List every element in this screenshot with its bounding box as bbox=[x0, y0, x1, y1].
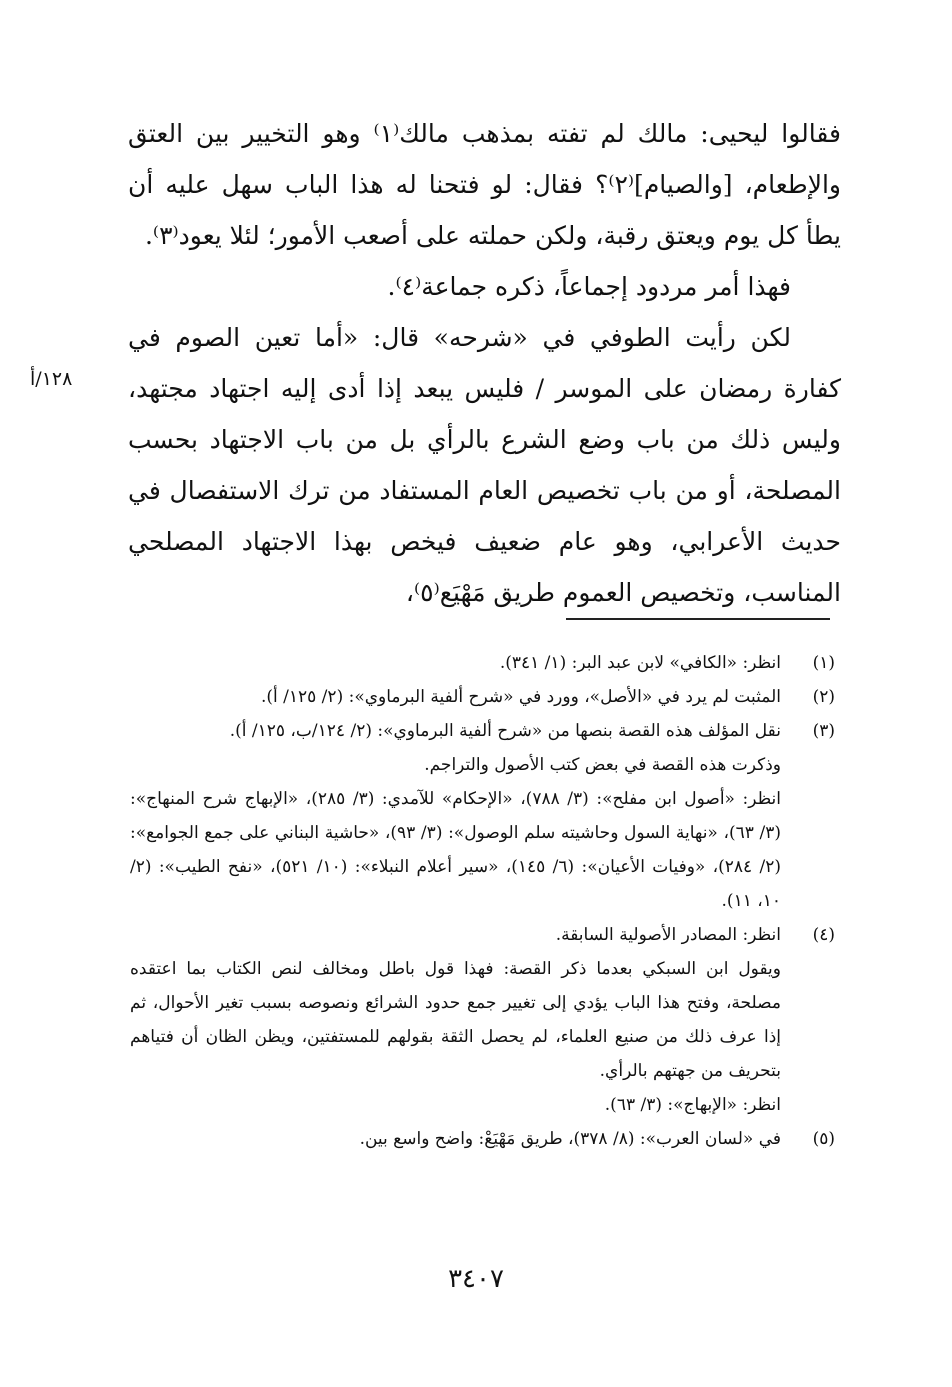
footnote-text: نقل المؤلف هذه القصة بنصها من «شرح ألفية البرماوي»: (٢/ ١٢٤/ب، ١٢٥/ أ). bbox=[229, 721, 781, 741]
footnote-text: انظر: «الكافي» لابن عبد البر: (١/ ٣٤١). bbox=[499, 653, 781, 673]
footnote-number: (٣) bbox=[812, 721, 835, 741]
footnote-text: وذكرت هذه القصة في بعض كتب الأصول والتراجم. bbox=[424, 755, 781, 775]
footnote-number: (٤) bbox=[812, 925, 835, 945]
paragraph-3: لكن رأيت الطوفي في «شرحه» قال: «أما تعين الصوم في كفارة رمضان على الموسر / فليس يبعد إذا أدى إليه اجتهاد مجتهد، وليس ذلك من باب وضع الشرع بالرأي بل من باب الاجتهاد بحسب المصلحة، أو من باب تخصيص العام المستفاد من ترك الاستفصال في حديث الأعرابي، وهو عام ضعيف فيخص بهذا الاجتهاد المصلحي المناسب، وتخصيص العموم طريق مَهْيَع⁽٥⁾، bbox=[128, 323, 841, 607]
footnote-1 bbox=[130, 646, 835, 680]
footnote-text: ويقول ابن السبكي بعدما ذكر القصة: فهذا قول باطل ومخالف لنص الكتاب بما اعتقده مصلحة، وفتح هذا الباب يؤدي إلى تغيير جمع حدود الشرائع ونصوصه بسبب تغير الأحوال، ثم إذا عرف ذلك من صنيع العلماء، لم يحصل الثقة بقولهم للمستفتين، ويظن الظان أن فتياهم بتحريف من جهتهم بالرأي. bbox=[130, 959, 781, 1081]
footnote-separator bbox=[566, 618, 830, 620]
footnote-number: (١) bbox=[812, 653, 835, 673]
paragraph-2: فهذا أمر مردود إجماعاً، ذكره جماعة⁽٤⁾. bbox=[387, 272, 791, 301]
footnote-number: (٥) bbox=[812, 1129, 835, 1149]
footnotes bbox=[130, 646, 835, 1156]
paragraph-1: فقالوا ليحيى: مالك لم تفته بمذهب مالك⁽١⁾ وهو التخيير بين العتق والإطعام، [والصيام]⁽٢⁾؟ فقال: لو فتحنا له هذا الباب سهل عليه أن يطأ كل يوم ويعتق رقبة، ولكن حملته على أصعب الأمور؛ لئلا يعود⁽٣⁾. bbox=[128, 119, 841, 250]
page-number: ٣٤٠٧ bbox=[448, 1264, 504, 1294]
footnote-text: انظر: «الإبهاج»: (٣/ ٦٣). bbox=[604, 1095, 781, 1115]
footnote-3 bbox=[130, 714, 835, 918]
footnote-2 bbox=[130, 680, 835, 714]
footnote-text: المثبت لم يرد في «الأصل»، وورد في «شرح ألفية البرماوي»: (٢/ ١٢٥/ أ). bbox=[260, 687, 781, 707]
main-text bbox=[128, 108, 841, 618]
footnote-4 bbox=[130, 918, 835, 1122]
footnote-text: انظر: «أصول ابن مفلح»: (٣/ ٧٨٨)، «الإحكام» للآمدي: (٣/ ٢٨٥)، «الإبهاج شرح المنهاج»: (٣/ ٦٣)، «نهاية السول وحاشيته سلم الوصول»: (٣/ ٩٣)، «حاشية البناني على جمع الجوامع»: (٢/ ٢٨٤)، «وفيات الأعيان»: (٦/ ١٤٥)، «سير أعلام النبلاء»: (١٠/ ٥٢١)، «نفح الطيب»: (٢/ ١٠، ١١). bbox=[130, 789, 782, 911]
footnote-text: في «لسان العرب»: (٨/ ٣٧٨)، طريق مَهْيَعْ: واضح واسع بين. bbox=[359, 1129, 781, 1149]
margin-folio-note: ١٢٨/أ bbox=[30, 368, 73, 390]
footnote-5 bbox=[130, 1122, 835, 1156]
footnote-number: (٢) bbox=[812, 687, 835, 707]
footnote-text: انظر: المصادر الأصولية السابقة. bbox=[555, 925, 781, 945]
